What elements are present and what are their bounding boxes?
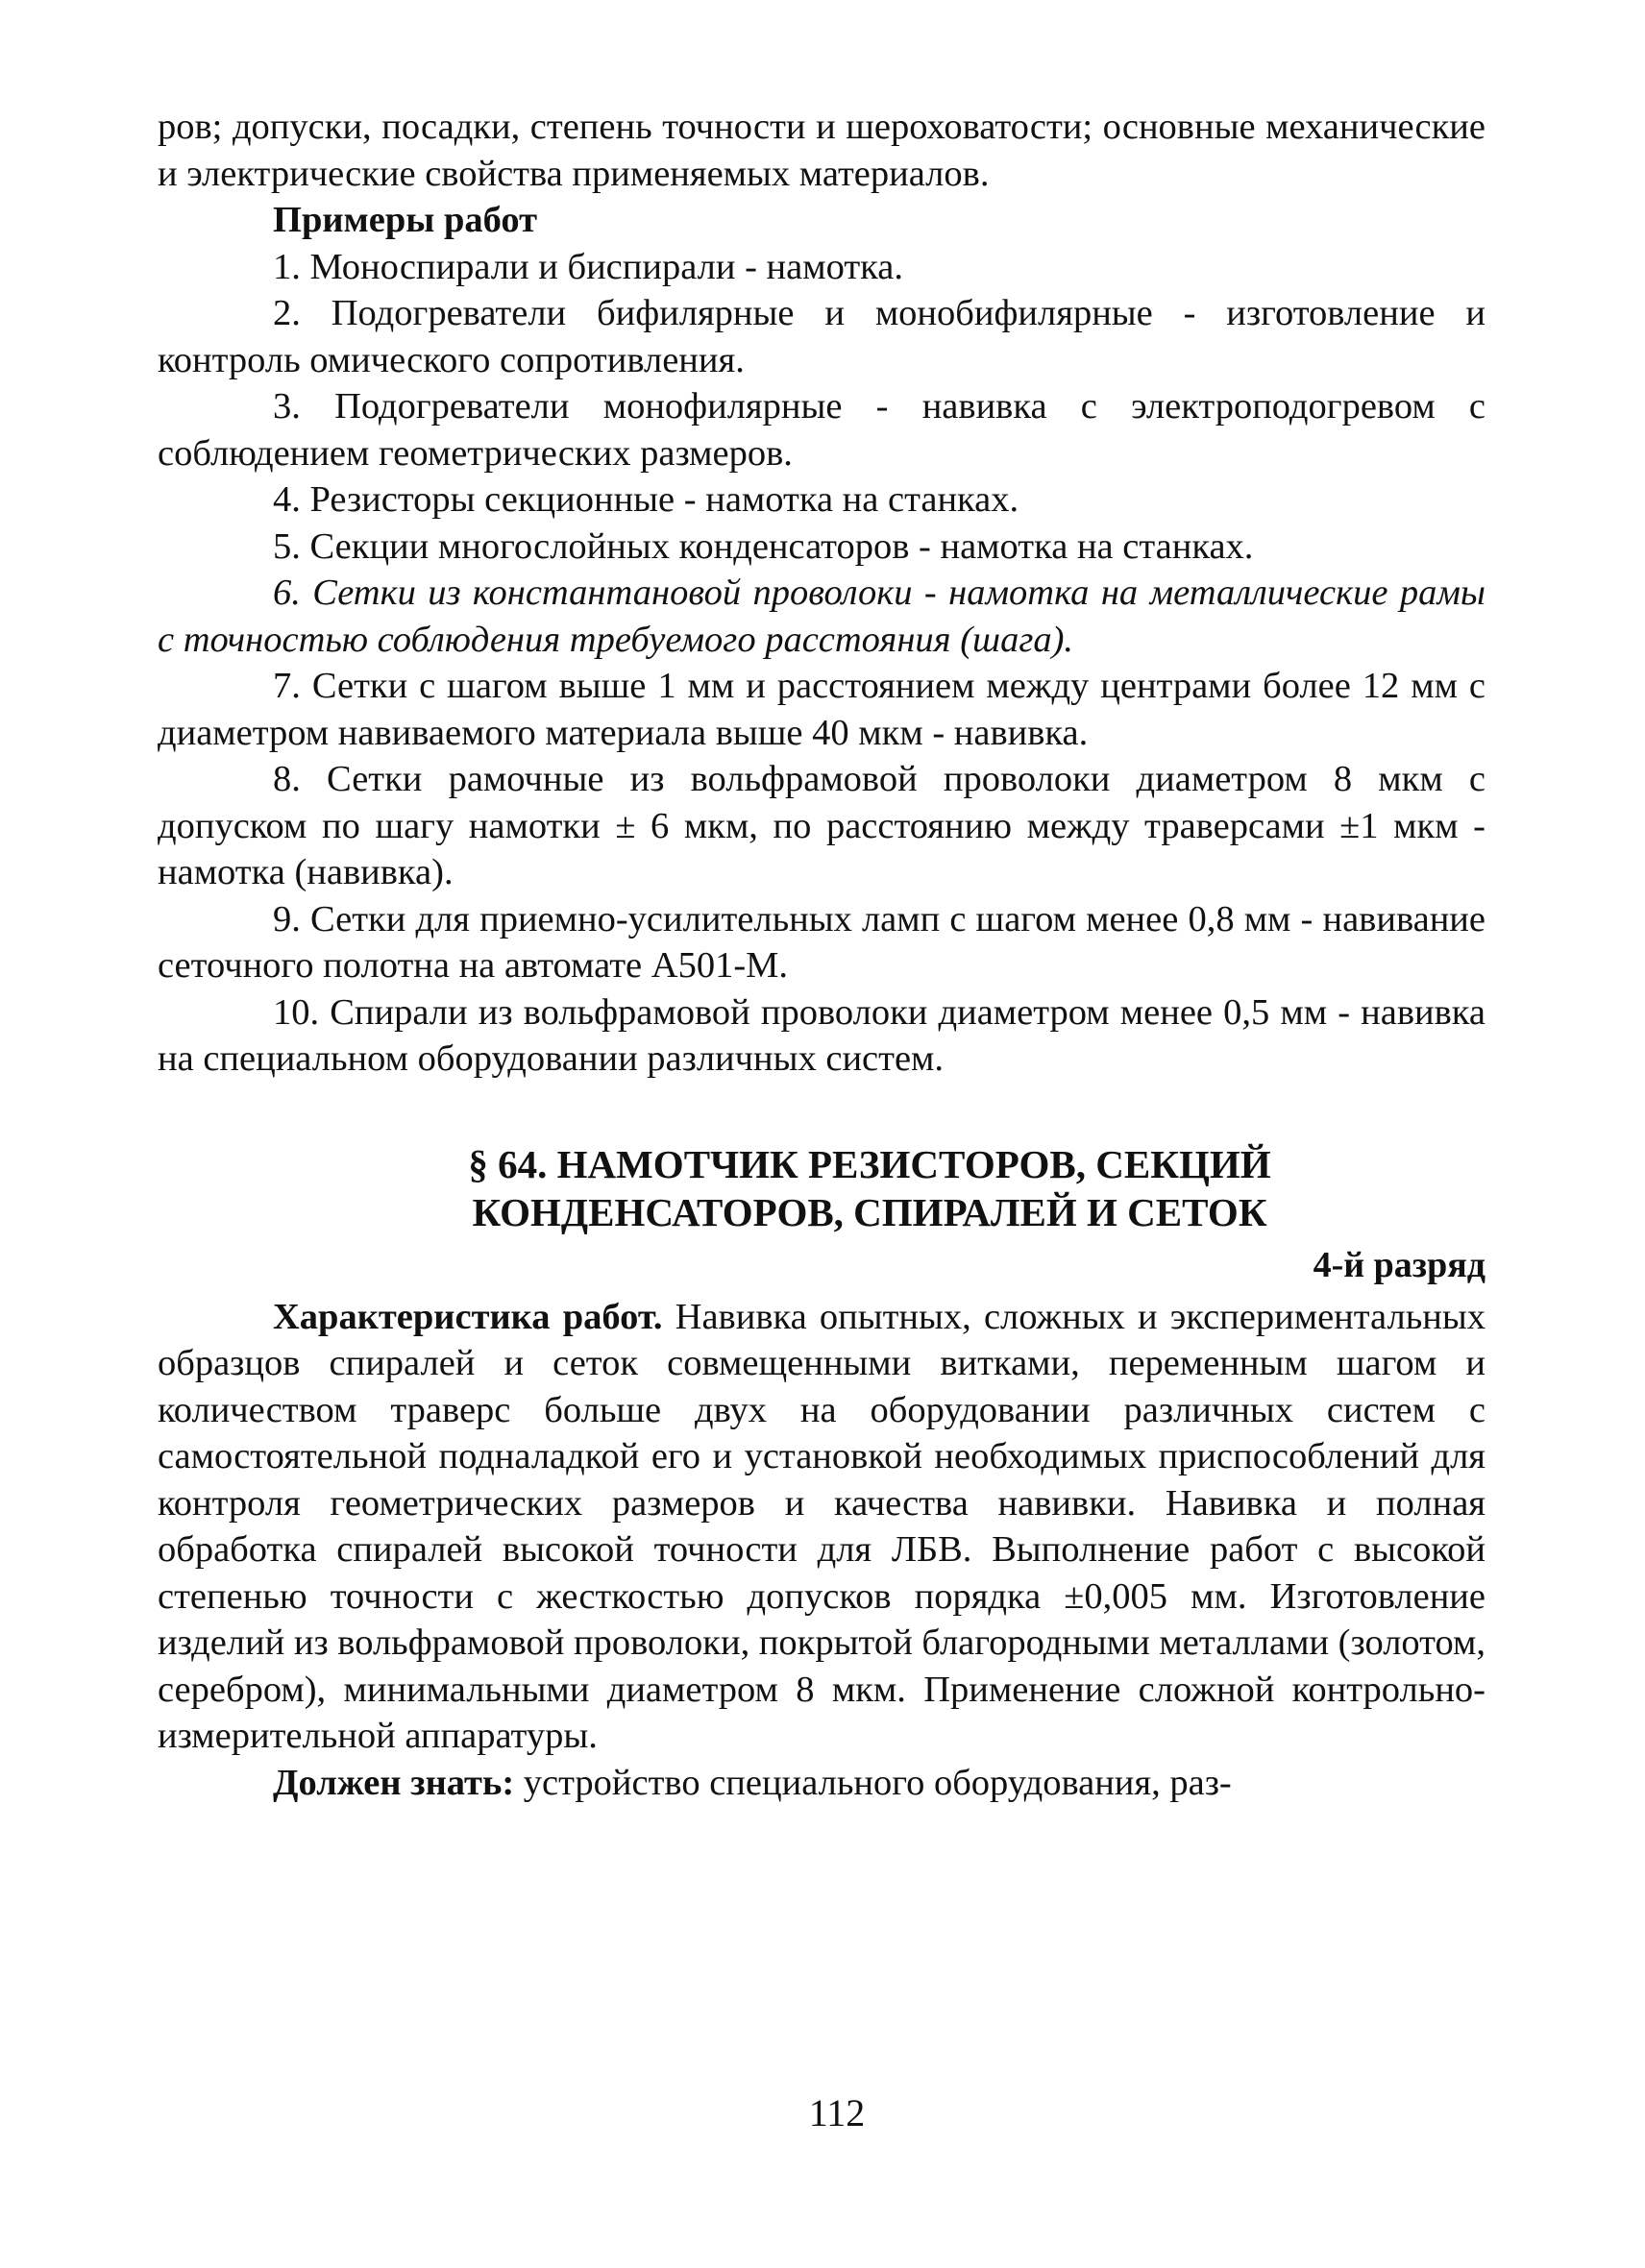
example-item: 4. Резисторы секционные - намотка на станках. (273, 479, 1019, 520)
examples-title: Примеры работ (273, 200, 538, 240)
page-body (158, 104, 1485, 1806)
characteristic-label: Характеристика работ. (273, 1296, 663, 1337)
intro-fragment: ров; допуски, посадки, степень точности и шероховатости; основные механические и электрические свойства применяемых материалов. (158, 107, 1485, 194)
section-heading (158, 1140, 1485, 1236)
example-item: 8. Сетки рамочные из вольфрамовой проволоки диаметром 8 мкм с допуском по шагу намотки ± 6 мкм, по расстоянию между траверсами ±1 мкм - намотка (навивка). (158, 759, 1485, 892)
must-know-text: устройство специального оборудования, раз- (523, 1762, 1232, 1803)
section-heading-line-1: § 64. НАМОТЧИК РЕЗИСТОРОВ, СЕКЦИЙ (468, 1141, 1271, 1186)
characteristic-text: Навивка опытных, сложных и экспериментальных образцов спиралей и сеток совмещенными витками, переменным шагом и количеством траверс больше двух на оборудовании различных систем с самостоятельной подналадкой его и установкой необходимых приспособлений для контроля геометрических размеров и качества навивки. Навивка и полная обработка спиралей высокой точности для ЛБВ. Выполнение работ с высокой степенью точности с жесткостью допусков порядка ±0,005 мм. Изготовление изделий из вольфрамовой проволоки, покрытой благородными металлами (золотом, серебром), минимальными диаметром 8 мкм. Применение сложной контрольно-измерительной аппаратуры. (158, 1296, 1485, 1756)
must-know-label: Должен знать: (273, 1762, 515, 1803)
example-item: 3. Подогреватели монофилярные - навивка с электроподогревом с соблюдением геометрических размеров. (158, 386, 1485, 474)
example-item: 5. Секции многослойных конденсаторов - намотка на станках. (273, 525, 1254, 567)
must-know-paragraph (158, 1760, 1485, 1807)
example-item: 10. Спирали из вольфрамовой проволоки диаметром менее 0,5 мм - навивка на специальном оборудовании различных систем. (158, 991, 1485, 1079)
characteristic-paragraph (158, 1294, 1485, 1760)
examples-list (158, 244, 1485, 1083)
example-item: 6. Сетки из константановой проволоки - намотка на металлические рамы с точностью соблюдения требуемого расстояния (шага). (158, 573, 1485, 660)
page-number: 112 (808, 2091, 866, 2134)
section-heading-line-2: КОНДЕНСАТОРОВ, СПИРАЛЕЙ И СЕТОК (472, 1189, 1267, 1234)
example-item: 7. Сетки с шагом выше 1 мм и расстоянием между центрами более 12 мм с диаметром навиваемого материала выше 40 мкм - навивка. (158, 666, 1485, 753)
example-item: 1. Моноспирали и биспирали - намотка. (273, 246, 903, 287)
example-item: 9. Сетки для приемно-усилительных ламп с шагом менее 0,8 мм - навивание сеточного полотна на автомате А501-М. (158, 898, 1485, 986)
rank-label: 4-й разряд (1313, 1244, 1485, 1285)
example-item: 2. Подогреватели бифилярные и монобифилярные - изготовление и контроль омического сопротивления. (158, 293, 1485, 380)
